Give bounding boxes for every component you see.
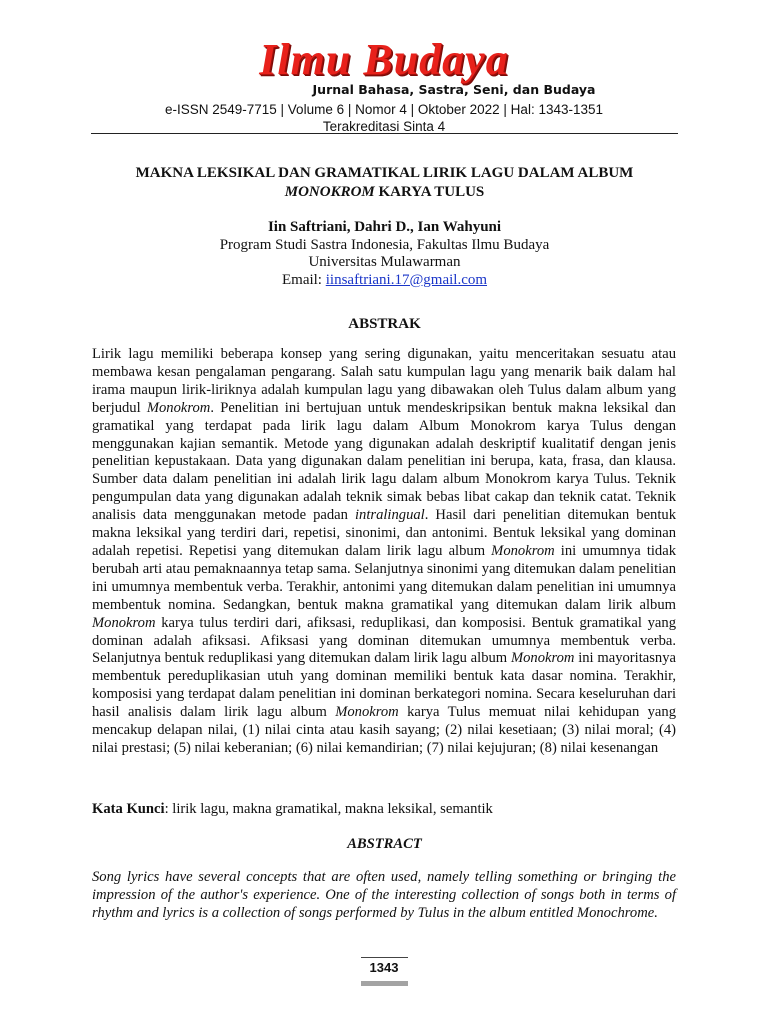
- abstrak-italic-term: Monokrom: [146, 399, 211, 416]
- keywords-label: Kata Kunci: [92, 801, 165, 817]
- abstrak-italic-term: Monokrom: [335, 704, 399, 721]
- abstract-heading: ABSTRACT: [347, 836, 422, 852]
- abstrak-heading: ABSTRAK: [348, 316, 421, 332]
- affiliation-program: Program Studi Sastra Indonesia, Fakultas Ilmu Budaya: [219, 236, 550, 253]
- journal-header: [0, 35, 768, 135]
- abstract-body: Song lyrics have several concepts that are often used, namely telling something or bringing the impression of the author's experience. One of the interesting collection of songs both in terms of rhythm and lyrics is a collection of songs performed by Tulus in the album entitled Monochrome.: [92, 869, 676, 921]
- abstrak-italic-term: Monokrom: [510, 650, 575, 667]
- author-email-link[interactable]: iinsaftriani.17@gmail.com: [325, 271, 488, 288]
- journal-issue-info: e-ISSN 2549-7715 | Volume 6 | Nomor 4 | Oktober 2022 | Hal: 1343-1351: [164, 102, 604, 117]
- abstrak-text: karya tulus terdiri dari, afiksasi, reduplikasi, dan komposisi. Bentuk gramatikal yang dominan adalah afiksasi. Afiksasi yang dominan ditemukan umumnya membentuk verba. Selanjutnya bentuk reduplikasi yang ditemukan dalam lirik lagu album: [92, 614, 676, 667]
- article-title-line1: MAKNA LEKSIKAL DAN GRAMATIKAL LIRIK LAGU DALAM ALBUM: [135, 165, 634, 181]
- abstrak-body: [92, 346, 676, 758]
- abstrak-text: ini umumnya tidak berubah arti atau pemaknaannya tetap sama. Selanjutnya sinonimi yang ditemukan dalam penelitian ini umumnya membentuk verba. Terakhir, antonimi yang ditemukan dalam penelitian ini umumnya membentuk nomina. Sedangkan, bentuk makna gramatikal yang ditemukan dalam lirik album: [92, 542, 676, 613]
- abstrak-text: . Hasil dari penelitian ditemukan bentuk makna leksikal yang terdiri dari, repetisi, sinonimi, dan antonimi. Bentuk leksikal yang dominan adalah repetisi. Repetisi yang ditemukan dalam lirik lagu album: [92, 507, 676, 559]
- abstrak-text: karya Tulus memuat nilai kehidupan yang mencakup delapan nilai, (1) nilai cinta atau kasih sayang; (2) nilai kesetiaan; (3) nilai moral; (4) nilai prestasi; (5) nilai keberanian; (6) nilai kemandirian; (7) nilai kejujuran; (8) nilai kesenangan: [92, 704, 676, 756]
- abstrak-text: ini mayoritasnya membentuk pereduplikasian utuh yang dominan memiliki bentuk kata dasar nomina. Terakhir, komposisi yang terdapat dalam penelitian ini dominan berkategori nomina. Secara keseluruhan dari hasil analisis dalam lirik lagu album: [92, 650, 676, 721]
- keywords-text: : lirik lagu, makna gramatikal, makna leksikal, semantik: [164, 801, 493, 817]
- affiliation-university: Universitas Mulawarman: [308, 254, 461, 270]
- journal-accreditation: Terakreditasi Sinta 4: [322, 119, 446, 134]
- article-title: [91, 164, 678, 202]
- abstrak-italic-term: intralingual: [355, 507, 425, 524]
- journal-logo-title: Ilmu Budaya: [259, 35, 509, 84]
- page-number-bar: [361, 981, 408, 986]
- abstrak-italic-term: Monokrom: [92, 614, 156, 631]
- abstrak-text: . Penelitian ini bertujuan untuk mendeskripsikan bentuk makna leksikal dan gramatikal yang terdapat pada lirik lagu dalam Album Monokrom karya Tulus dengan menggunakan kajian semantik. Metode yang digunakan adalah deskriptif kualitatif dengan jenis penelitian kepustakaan. Data yang digunakan dalam penelitian ini berupa, kata, frasa, dan klausa. Sumber data dalam penelitian ini adalah lirik lagu dalam album Monokrom karya Tulus. Teknik pengumpulan data yang digunakan adalah teknik simak bebas libat cakap dan teknik catat. Teknik analisis data menggunakan metode padan: [92, 399, 676, 524]
- header-divider: [91, 133, 678, 134]
- author-names: Iin Saftriani, Dahri D., Ian Wahyuni: [267, 219, 502, 235]
- journal-subtitle: Jurnal Bahasa, Sastra, Seni, dan Budaya: [312, 82, 596, 97]
- article-title-line2: [91, 183, 678, 202]
- article-title-line2-rest: KARYA TULUS: [374, 184, 485, 200]
- abstrak-italic-term: Monokrom: [491, 542, 555, 559]
- page-number: 1343: [369, 960, 399, 975]
- keywords-line: [92, 800, 676, 818]
- article-title-album: MONOKROM: [284, 184, 375, 200]
- page-number-top-rule: [361, 957, 408, 958]
- abstrak-text: Lirik lagu memiliki beberapa konsep yang sering digunakan, yaitu menceritakan sesuatu atau membawa kesan pengalaman pengarang. Salah satu kumpulan lagu yang menarik baik dalam hal irama maupun lirik-liriknya adalah kumpulan lagu yang dibawakan oleh Tulus dalam album yang berjudul: [92, 346, 676, 416]
- email-label: Email:: [281, 271, 326, 288]
- author-block: [91, 219, 678, 289]
- author-email-line: [91, 272, 678, 290]
